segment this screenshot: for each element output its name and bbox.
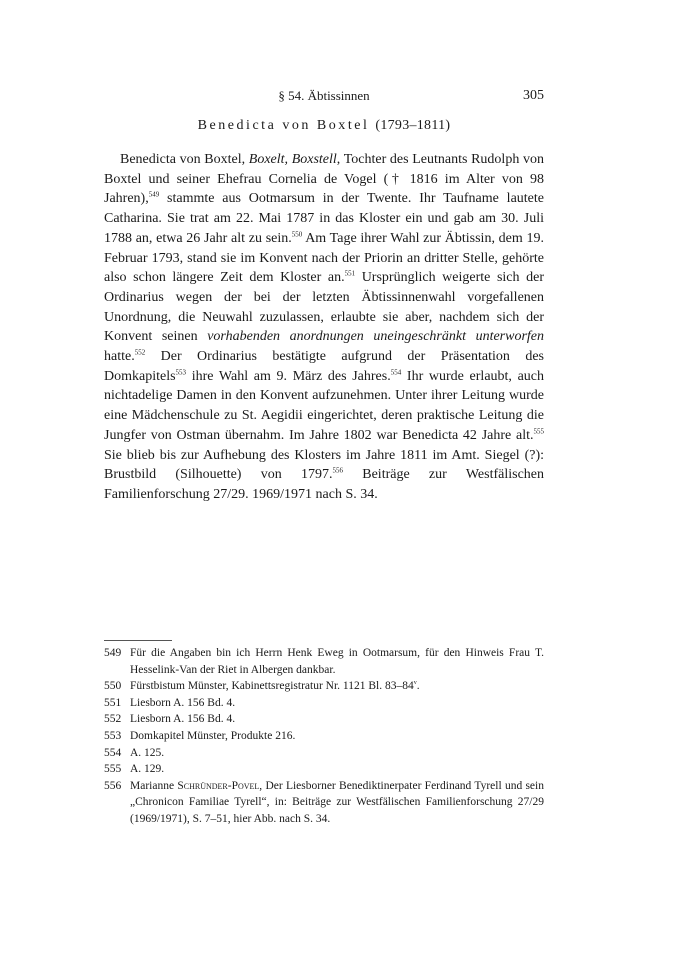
footnote-text-run: Marianne [130,779,178,792]
footnote [104,711,544,728]
footnote-ref: 556 [332,466,343,475]
footnote-text-run: Fürstbistum Münster, Kabinettsregistratur Nr. 1121 Bl. 83–84 [130,680,414,693]
footnote-ref: 555 [533,427,544,436]
verso-mark: v [413,680,417,687]
italic-text: Boxelt, Boxstell [248,152,337,167]
footnote-text: Für die Angaben bin ich Herrn Henk Eweg in Ootmarsum, für den Hinweis Frau T. Hesselink-Van der Riet in Albergen dankbar. [130,647,544,676]
footnotes [104,645,544,828]
footnote-number: 552 [104,713,122,726]
paragraph [104,150,544,505]
author-name: Schründer-Povel [177,779,260,792]
text-run: Sie blieb bis zur Aufhebung des Klosters im Jahre 1811 im Amt. Siegel (?): Brustbild (Silhouette) von 1797. [104,447,544,483]
footnote-text: Liesborn A. 156 Bd. 4. [130,696,236,709]
text-run: Ihr wurde erlaubt, auch nichtadelige Damen in den Konvent aufzunehmen. Unter ihrer Leitung wurde eine Mädchenschule zu St. Aegidii eingerichtet, deren praktische Leitung die Jungfer von Ostman übernahm. Im Jahre 1802 war Benedicta 42 Jahre alt. [104,368,545,443]
entry-name: Benedicta von Boxtel [197,118,370,133]
footnote-text: Domkapitel Münster, Produkte 216. [130,729,296,742]
footnote [104,695,544,712]
footnote-ref: 550 [291,230,303,239]
italic-text: vorhabenden anordnungen uneingeschränkt unterworfen [207,329,545,345]
footnote [104,761,544,778]
footnote-text: Liesborn A. 156 Bd. 4. [130,713,236,726]
text-run: Ursprünglich weigerte sich der Ordinarius wegen der bei der letzten Äbtissinnenwahl vorgefallenen Unordnung, die Neuwahl zuzulassen, erlaubte sie aber, nachdem sich der Konvent seinen [104,270,544,345]
footnote-ref: 553 [175,368,187,377]
text-run: ihre Wahl am 9. März des Jahres. [186,368,391,384]
text-run: stammte aus Ootmarsum in der Twente. Ihr Taufname lautete Catharina. Sie trat am 22. Mai 1787 in das Kloster ein und gab am 30. Juli 1788 an, etwa 26 Jahr alt zu sein. [104,191,544,246]
footnote-text: A. 125. [130,746,165,759]
footnote [104,778,544,828]
footnote-divider [104,640,172,641]
entry-title [104,118,544,134]
footnote-number: 553 [104,729,122,742]
footnote-number: 556 [104,779,122,792]
footnote-number: 554 [104,746,122,759]
footnote-text [130,778,544,828]
footnote-text: A. 129. [130,763,165,776]
footnote-ref: 554 [390,368,402,377]
footnote-number: 551 [104,696,122,709]
footnote-number: 555 [104,763,122,776]
footnote-number: 549 [104,647,122,659]
footnote-text [130,678,544,695]
running-head [104,88,544,108]
section-heading: § 54. Äbtissinnen [278,88,370,103]
footnote [104,678,544,695]
text-run: Benedicta von Boxtel, [120,152,249,167]
footnote-ref: 552 [134,348,146,357]
footnote-text-run: , Der Liesborner Benediktinerpater Ferdinand Tyrell und sein „Chronicon Familiae Tyrell“, in: Beiträge zur Westfälischen Familienforschung 27/29 (1969/1971), S. 7–51, hier Abb. nach S. 34. [130,779,544,825]
page-number: 305 [523,88,544,103]
footnote-text-run: . [416,680,420,693]
main-text [104,150,544,505]
entry-years: (1793–1811) [375,118,451,133]
text-run: hatte. [104,349,135,365]
footnote-number: 550 [104,680,122,693]
footnote-ref: 551 [344,269,356,278]
footnote [104,745,544,762]
text-run: Beiträge zur Westfälischen Familienforschung 27/29. 1969/1971 nach S. 34. [104,467,544,502]
footnote [104,728,544,745]
footnote-ref: 549 [148,190,160,199]
text-run: Der Ordinarius bestätigte aufgrund der Präsentation des Domkapitels [104,349,544,384]
text-run: , Tochter des Leutnants Rudolph von Boxtel und seiner Ehefrau Cornelia de Vogel († 1816 im Alter von 98 Jahren), [104,152,544,207]
text-run: Am Tage ihrer Wahl zur Äbtissin, dem 19. Februar 1793, stand sie im Konvent nach der Priorin an dritter Stelle, gehörte also schon längere Zeit dem Kloster an. [104,230,544,286]
footnote [104,645,544,678]
